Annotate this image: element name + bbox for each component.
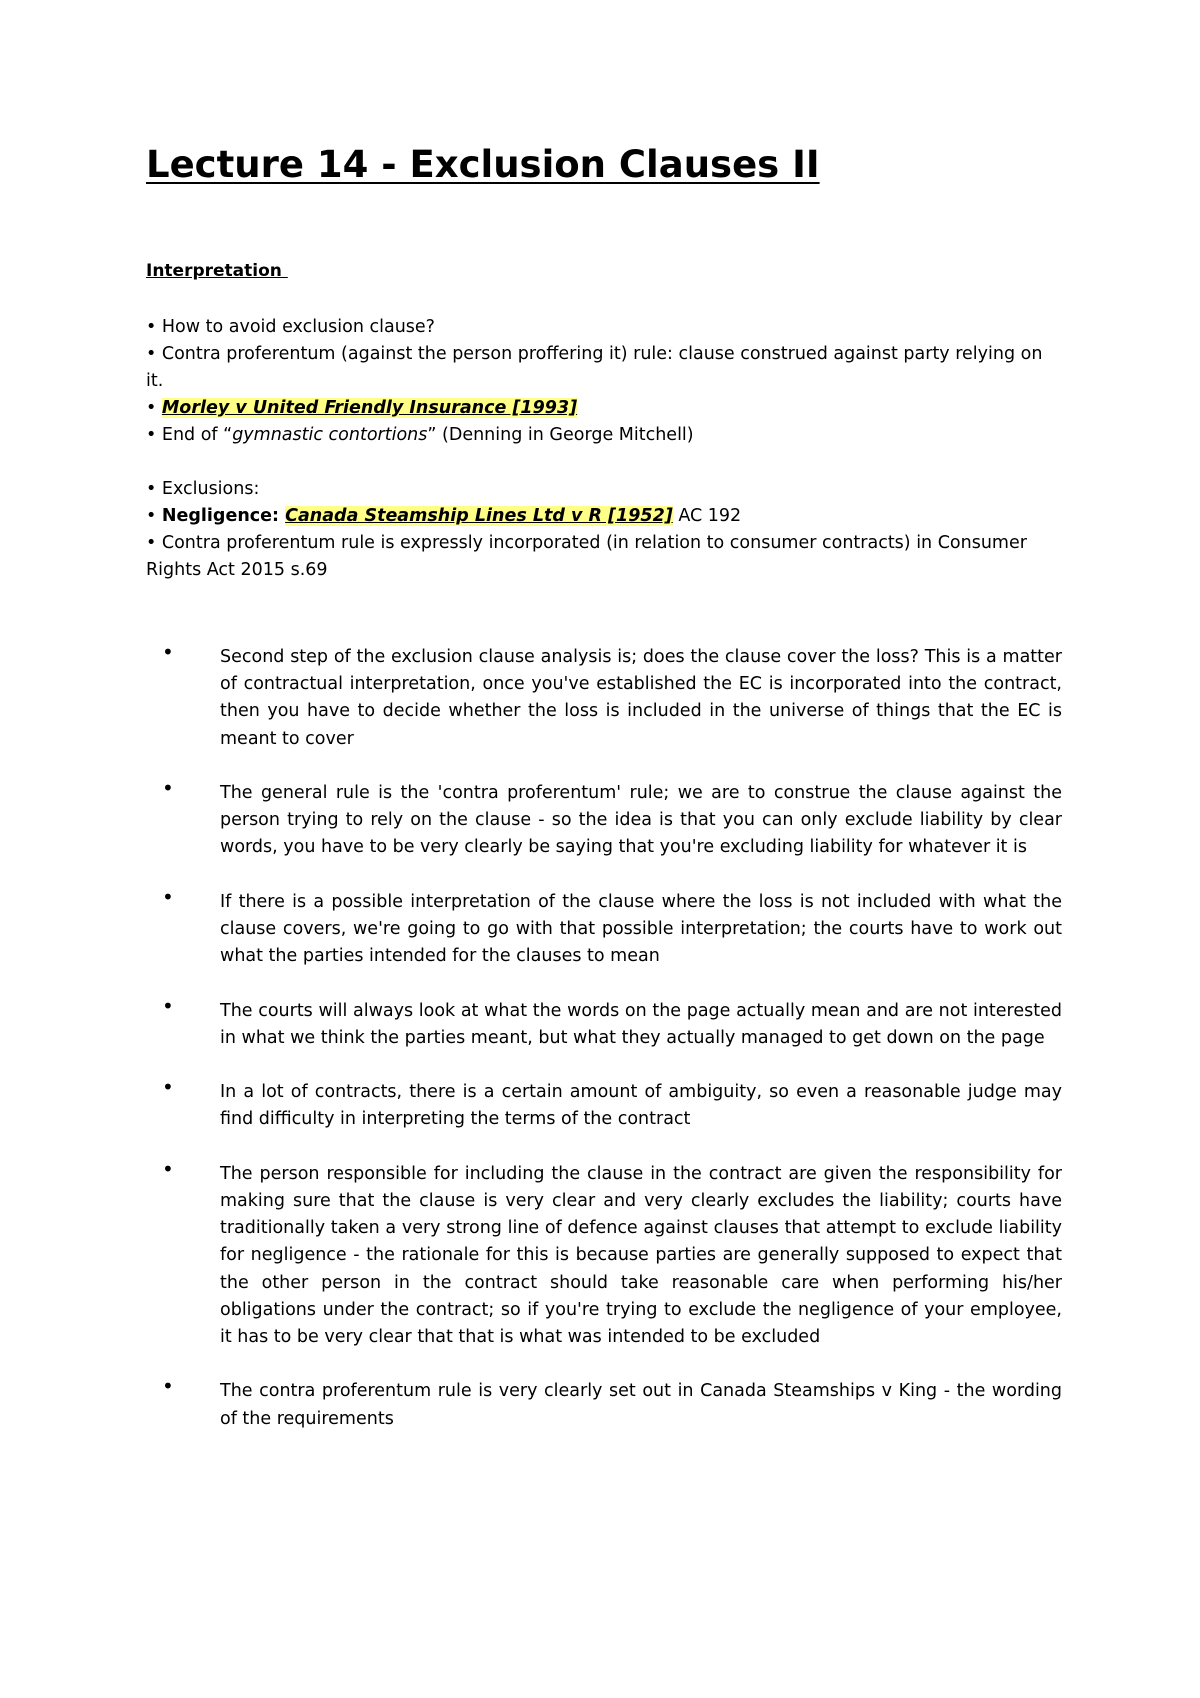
note-text: Second step of the exclusion clause analysis is; does the clause cover the loss? This is a matter of contractual interpretation, once you've established the EC is incorporated into the contract, then you have to decide whether the loss is included in the universe of things that the EC is meant to cover (220, 647, 1062, 749)
list-item (146, 1374, 1062, 1432)
intro-list (146, 314, 1062, 584)
bullet-icon: • (162, 1156, 174, 1181)
intro-item-exclusions: • Exclusions: (146, 479, 260, 499)
intro-text-suffix: ” (Denning in George Mitchell) (427, 425, 694, 445)
note-text: The general rule is the 'contra proferentum' rule; we are to construe the clause against the person trying to rely on the clause - so the idea is that you can only exclude liability by clear words, you have to be very clearly be saying that you're excluding liability for whatever it is (220, 783, 1062, 858)
note-text: In a lot of contracts, there is a certain amount of ambiguity, so even a reasonable judge may find difficulty in interpreting the terms of the contract (220, 1082, 1062, 1130)
list-item (146, 1156, 1062, 1351)
list-item (146, 993, 1062, 1052)
intro-bullet: • (146, 506, 162, 526)
intro-item-gymnastic (146, 422, 1062, 449)
page-title: Lecture 14 - Exclusion Clauses II (146, 143, 820, 186)
bullet-icon: • (162, 1075, 174, 1100)
quote-gymnastic-contortions: gymnastic contortions (232, 425, 428, 445)
case-citation-canada-steamship: Canada Steamship Lines Ltd v R [1952] (285, 506, 673, 526)
blank-line (146, 449, 1062, 476)
note-text: The courts will always look at what the words on the page actually mean and are not interested in what we think the parties meant, but what they actually managed to get down on the page (220, 1000, 1062, 1048)
intro-item-avoid: • How to avoid exclusion clause? (146, 317, 435, 337)
note-text: The person responsible for including the clause in the contract are given the responsibility for making sure that the clause is very clear and very clearly excludes the liability; courts have traditionally taken a very strong line of defence against clauses that attempt to exclude liability for negligence - the rationale for this is because parties are generally supposed to expect that the other person in the contract should take reasonable care when performing his/her obligations under the contract; so if you're trying to exclude the negligence of your employee, it has to be very clear that that is what was intended to be excluded (220, 1163, 1062, 1347)
intro-text-prefix: • End of “ (146, 425, 233, 445)
intro-item-consumer-rights-act: • Contra proferentum rule is expressly incorporated (in relation to consumer contracts) in Consumer Rights Act 2015 s.69 (146, 533, 1027, 580)
section-heading-interpretation: Interpretation (146, 261, 288, 281)
intro-bullet: • (146, 398, 162, 418)
bullet-icon: • (162, 776, 174, 800)
intro-item-contra-proferentum: • Contra proferentum (against the person proffering it) rule: clause construed against party relying on it. (146, 344, 1043, 391)
bullet-icon: • (162, 1374, 174, 1399)
note-text: The contra proferentum rule is very clearly set out in Canada Steamships v King - the wording of the requirements (220, 1381, 1062, 1429)
notes-list (146, 640, 1062, 1460)
bullet-icon: • (162, 884, 174, 909)
case-citation-morley: Morley v United Friendly Insurance [1993] (161, 398, 578, 418)
list-item (146, 884, 1062, 971)
bullet-icon: • (162, 993, 174, 1018)
negligence-label: Negligence: (161, 506, 286, 526)
list-item (146, 1075, 1062, 1133)
citation-reference: AC 192 (672, 506, 742, 526)
list-item (146, 640, 1062, 753)
note-text: If there is a possible interpretation of the clause where the loss is not included with what the clause covers, we're going to go with that possible interpretation; the courts have to work out what the parties intended for the clauses to mean (220, 891, 1062, 967)
intro-item-negligence (146, 503, 1062, 530)
bullet-icon: • (162, 640, 174, 664)
intro-item-morley (146, 395, 1062, 422)
list-item (146, 776, 1062, 862)
